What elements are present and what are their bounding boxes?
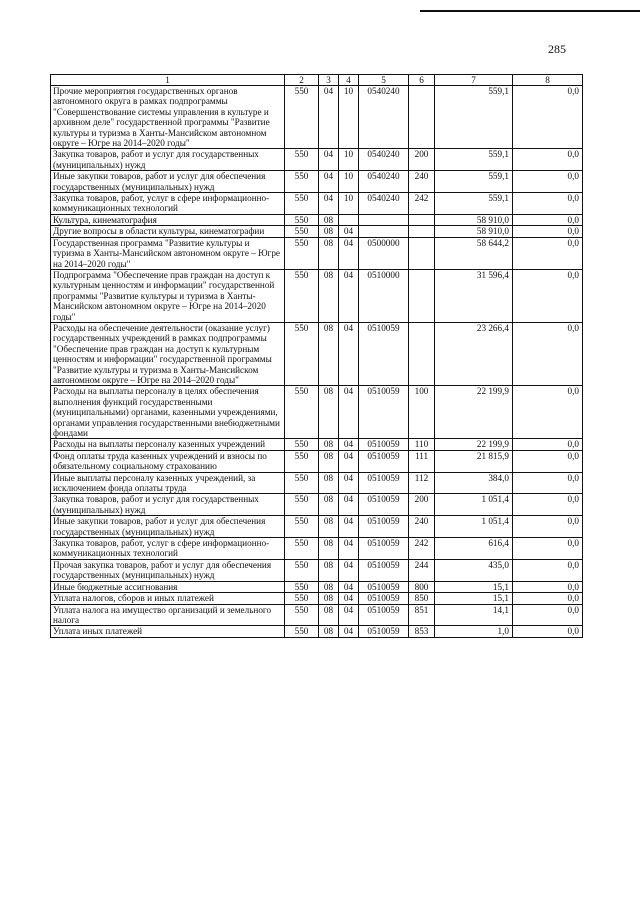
row-amount-2: 0,0 xyxy=(513,472,583,494)
row-description: Фонд оплаты труда казенных учреждений и взносы по обязательному социальному страхованию xyxy=(51,450,285,472)
row-amount: 22 199,9 xyxy=(435,439,513,450)
row-subsection: 04 xyxy=(339,593,359,604)
row-target-article: 0510059 xyxy=(359,516,409,538)
row-expense-type: 853 xyxy=(409,626,435,637)
row-target-article: 0500000 xyxy=(359,237,409,269)
row-subsection: 10 xyxy=(339,86,359,149)
row-section: 08 xyxy=(319,559,339,581)
row-section: 08 xyxy=(319,516,339,538)
row-subsection: 10 xyxy=(339,149,359,171)
table-row xyxy=(51,593,583,604)
row-amount-2: 0,0 xyxy=(513,237,583,269)
row-amount: 616,4 xyxy=(435,538,513,560)
row-amount: 559,1 xyxy=(435,193,513,215)
row-amount: 559,1 xyxy=(435,149,513,171)
row-amount-2: 0,0 xyxy=(513,581,583,592)
row-amount: 559,1 xyxy=(435,86,513,149)
row-target-article: 0510000 xyxy=(359,269,409,322)
row-description: Иные закупки товаров, работ и услуг для обеспечения государственных (муниципальных) нужд xyxy=(51,171,285,193)
row-amount: 23 266,4 xyxy=(435,322,513,385)
table-row xyxy=(51,171,583,193)
row-admin-code: 550 xyxy=(285,626,319,637)
row-amount: 1 051,4 xyxy=(435,494,513,516)
row-target-article: 0510059 xyxy=(359,439,409,450)
row-admin-code: 550 xyxy=(285,593,319,604)
table-body xyxy=(51,86,583,638)
row-admin-code: 550 xyxy=(285,559,319,581)
row-section: 08 xyxy=(319,581,339,592)
row-amount: 58 644,2 xyxy=(435,237,513,269)
budget-table xyxy=(50,74,583,638)
row-target-article: 0510059 xyxy=(359,626,409,637)
row-expense-type xyxy=(409,86,435,149)
row-subsection: 04 xyxy=(339,626,359,637)
row-section: 08 xyxy=(319,322,339,385)
table-row xyxy=(51,516,583,538)
row-admin-code: 550 xyxy=(285,494,319,516)
row-section: 08 xyxy=(319,214,339,225)
row-expense-type: 200 xyxy=(409,149,435,171)
row-expense-type: 850 xyxy=(409,593,435,604)
header-cell: 7 xyxy=(435,75,513,86)
page-number: 285 xyxy=(548,42,566,56)
row-expense-type: 244 xyxy=(409,559,435,581)
row-target-article xyxy=(359,226,409,237)
row-admin-code: 550 xyxy=(285,386,319,439)
row-description: Расходы на обеспечение деятельности (оказание услуг) государственных учреждений в рамках подпрограммы "Обеспечение прав граждан на доступ к культурным ценностям и информации" государственной программы "Развитие культуры и туризма в Ханты-Мансийском автономном округе – Югре на 2014–2020 годы" xyxy=(51,322,285,385)
row-description: Иные закупки товаров, работ и услуг для обеспечения государственных (муниципальных) нужд xyxy=(51,516,285,538)
row-subsection: 04 xyxy=(339,269,359,322)
row-target-article: 0540240 xyxy=(359,149,409,171)
table-row xyxy=(51,193,583,215)
row-amount-2: 0,0 xyxy=(513,86,583,149)
row-subsection: 04 xyxy=(339,322,359,385)
row-expense-type xyxy=(409,322,435,385)
table-row xyxy=(51,322,583,385)
row-expense-type: 240 xyxy=(409,516,435,538)
table-row xyxy=(51,604,583,626)
row-target-article: 0510059 xyxy=(359,494,409,516)
table-row xyxy=(51,386,583,439)
row-section: 08 xyxy=(319,226,339,237)
row-amount-2: 0,0 xyxy=(513,269,583,322)
row-description: Другие вопросы в области культуры, кинематографии xyxy=(51,226,285,237)
row-target-article: 0540240 xyxy=(359,171,409,193)
row-admin-code: 550 xyxy=(285,171,319,193)
row-amount-2: 0,0 xyxy=(513,494,583,516)
row-description: Уплата налога на имущество организаций и земельного налога xyxy=(51,604,285,626)
row-description: Культура, кинематография xyxy=(51,214,285,225)
table-row xyxy=(51,538,583,560)
row-section: 08 xyxy=(319,626,339,637)
row-description: Уплата налогов, сборов и иных платежей xyxy=(51,593,285,604)
table-row xyxy=(51,226,583,237)
row-expense-type xyxy=(409,237,435,269)
row-expense-type: 111 xyxy=(409,450,435,472)
row-target-article: 0510059 xyxy=(359,581,409,592)
row-admin-code: 550 xyxy=(285,226,319,237)
row-expense-type: 240 xyxy=(409,171,435,193)
row-subsection: 04 xyxy=(339,439,359,450)
header-cell: 2 xyxy=(285,75,319,86)
header-cell: 1 xyxy=(51,75,285,86)
row-description: Иные бюджетные ассигнования xyxy=(51,581,285,592)
row-amount-2: 0,0 xyxy=(513,450,583,472)
row-subsection: 04 xyxy=(339,450,359,472)
row-section: 04 xyxy=(319,149,339,171)
row-description: Прочая закупка товаров, работ и услуг для обеспечения государственных (муниципальных) нужд xyxy=(51,559,285,581)
row-admin-code: 550 xyxy=(285,149,319,171)
row-expense-type: 851 xyxy=(409,604,435,626)
row-target-article: 0510059 xyxy=(359,450,409,472)
row-target-article: 0510059 xyxy=(359,538,409,560)
row-amount: 14,1 xyxy=(435,604,513,626)
row-amount-2: 0,0 xyxy=(513,322,583,385)
row-admin-code: 550 xyxy=(285,604,319,626)
row-expense-type: 242 xyxy=(409,193,435,215)
row-section: 04 xyxy=(319,171,339,193)
row-amount: 384,0 xyxy=(435,472,513,494)
row-section: 08 xyxy=(319,386,339,439)
header-cell: 3 xyxy=(319,75,339,86)
row-subsection: 10 xyxy=(339,171,359,193)
row-target-article: 0540240 xyxy=(359,86,409,149)
table-row xyxy=(51,86,583,149)
header-cell: 5 xyxy=(359,75,409,86)
row-target-article: 0510059 xyxy=(359,322,409,385)
row-description: Закупка товаров, работ, услуг в сфере информационно-коммуникационных технологий xyxy=(51,538,285,560)
row-subsection: 04 xyxy=(339,237,359,269)
row-description: Закупка товаров, работ, услуг в сфере информационно-коммуникационных технологий xyxy=(51,193,285,215)
header-cell: 4 xyxy=(339,75,359,86)
row-section: 08 xyxy=(319,450,339,472)
row-section: 08 xyxy=(319,439,339,450)
row-subsection xyxy=(339,214,359,225)
row-expense-type: 200 xyxy=(409,494,435,516)
row-amount: 21 815,9 xyxy=(435,450,513,472)
table-row xyxy=(51,269,583,322)
row-subsection: 04 xyxy=(339,494,359,516)
row-target-article: 0510059 xyxy=(359,386,409,439)
row-subsection: 10 xyxy=(339,193,359,215)
row-amount-2: 0,0 xyxy=(513,149,583,171)
row-section: 04 xyxy=(319,86,339,149)
row-amount: 559,1 xyxy=(435,171,513,193)
row-amount-2: 0,0 xyxy=(513,171,583,193)
row-amount: 1,0 xyxy=(435,626,513,637)
row-amount-2: 0,0 xyxy=(513,604,583,626)
table-row xyxy=(51,450,583,472)
row-amount: 22 199,9 xyxy=(435,386,513,439)
table-row xyxy=(51,149,583,171)
row-amount-2: 0,0 xyxy=(513,538,583,560)
row-amount: 15,1 xyxy=(435,593,513,604)
row-amount-2: 0,0 xyxy=(513,386,583,439)
row-expense-type: 110 xyxy=(409,439,435,450)
row-subsection: 04 xyxy=(339,538,359,560)
row-description: Иные выплаты персоналу казенных учреждений, за исключением фонда оплаты труда xyxy=(51,472,285,494)
row-expense-type: 242 xyxy=(409,538,435,560)
row-expense-type xyxy=(409,214,435,225)
table-row xyxy=(51,439,583,450)
row-subsection: 04 xyxy=(339,581,359,592)
row-admin-code: 550 xyxy=(285,214,319,225)
row-subsection: 04 xyxy=(339,226,359,237)
row-description: Уплата иных платежей xyxy=(51,626,285,637)
table-row xyxy=(51,581,583,592)
row-target-article: 0510059 xyxy=(359,559,409,581)
row-subsection: 04 xyxy=(339,516,359,538)
row-section: 08 xyxy=(319,269,339,322)
row-admin-code: 550 xyxy=(285,516,319,538)
header-cell: 8 xyxy=(513,75,583,86)
row-section: 08 xyxy=(319,472,339,494)
row-target-article: 0540240 xyxy=(359,193,409,215)
row-section: 08 xyxy=(319,604,339,626)
row-expense-type: 112 xyxy=(409,472,435,494)
row-amount-2: 0,0 xyxy=(513,214,583,225)
row-description: Закупка товаров, работ и услуг для государственных (муниципальных) нужд xyxy=(51,494,285,516)
row-description: Расходы на выплаты персоналу казенных учреждений xyxy=(51,439,285,450)
row-description: Государственная программа "Развитие культуры и туризма в Ханты-Мансийском автономном округе – Югре на 2014–2020 годы" xyxy=(51,237,285,269)
row-section: 08 xyxy=(319,237,339,269)
row-amount-2: 0,0 xyxy=(513,626,583,637)
row-target-article: 0510059 xyxy=(359,472,409,494)
row-admin-code: 550 xyxy=(285,472,319,494)
table-row xyxy=(51,494,583,516)
header-row xyxy=(51,75,583,86)
row-admin-code: 550 xyxy=(285,538,319,560)
row-amount-2: 0,0 xyxy=(513,593,583,604)
row-expense-type: 100 xyxy=(409,386,435,439)
row-target-article: 0510059 xyxy=(359,604,409,626)
row-admin-code: 550 xyxy=(285,322,319,385)
row-subsection: 04 xyxy=(339,472,359,494)
row-admin-code: 550 xyxy=(285,86,319,149)
row-subsection: 04 xyxy=(339,604,359,626)
row-section: 08 xyxy=(319,494,339,516)
row-description: Прочие мероприятия государственных органов автономного округа в рамках подпрограммы "Совершенствование системы управления в культуре и архивном деле" государственной программы "Развитие культуры и туризма в Ханты-Мансийском автономном округе – Югре на 2014–2020 годы" xyxy=(51,86,285,149)
row-subsection: 04 xyxy=(339,386,359,439)
row-amount: 15,1 xyxy=(435,581,513,592)
row-amount-2: 0,0 xyxy=(513,516,583,538)
row-amount-2: 0,0 xyxy=(513,559,583,581)
row-section: 08 xyxy=(319,593,339,604)
table-row xyxy=(51,214,583,225)
row-expense-type xyxy=(409,226,435,237)
table-row xyxy=(51,626,583,637)
row-amount-2: 0,0 xyxy=(513,439,583,450)
row-admin-code: 550 xyxy=(285,193,319,215)
row-amount-2: 0,0 xyxy=(513,193,583,215)
row-description: Закупка товаров, работ и услуг для государственных (муниципальных) нужд xyxy=(51,149,285,171)
row-amount: 435,0 xyxy=(435,559,513,581)
table-row xyxy=(51,472,583,494)
row-amount: 58 910,0 xyxy=(435,226,513,237)
row-description: Подпрограмма "Обеспечение прав граждан на доступ к культурным ценностям и информации" государственной программы "Развитие культуры и туризма в Ханты-Мансийском автономном округе – Югре на 2014–2020 годы" xyxy=(51,269,285,322)
row-target-article xyxy=(359,214,409,225)
row-amount: 31 596,4 xyxy=(435,269,513,322)
row-description: Расходы на выплаты персоналу в целях обеспечения выполнения функций государственными (муниципальными) органами, казенными учреждениями, органами управления государственными внебюджетными фондами xyxy=(51,386,285,439)
row-subsection: 04 xyxy=(339,559,359,581)
row-admin-code: 550 xyxy=(285,581,319,592)
row-admin-code: 550 xyxy=(285,439,319,450)
row-section: 08 xyxy=(319,538,339,560)
table-row xyxy=(51,237,583,269)
top-rule xyxy=(420,10,640,12)
row-section: 04 xyxy=(319,193,339,215)
table-row xyxy=(51,559,583,581)
row-amount-2: 0,0 xyxy=(513,226,583,237)
row-admin-code: 550 xyxy=(285,450,319,472)
row-amount: 58 910,0 xyxy=(435,214,513,225)
row-admin-code: 550 xyxy=(285,269,319,322)
row-amount: 1 051,4 xyxy=(435,516,513,538)
row-target-article: 0510059 xyxy=(359,593,409,604)
row-expense-type: 800 xyxy=(409,581,435,592)
row-admin-code: 550 xyxy=(285,237,319,269)
header-cell: 6 xyxy=(409,75,435,86)
row-expense-type xyxy=(409,269,435,322)
